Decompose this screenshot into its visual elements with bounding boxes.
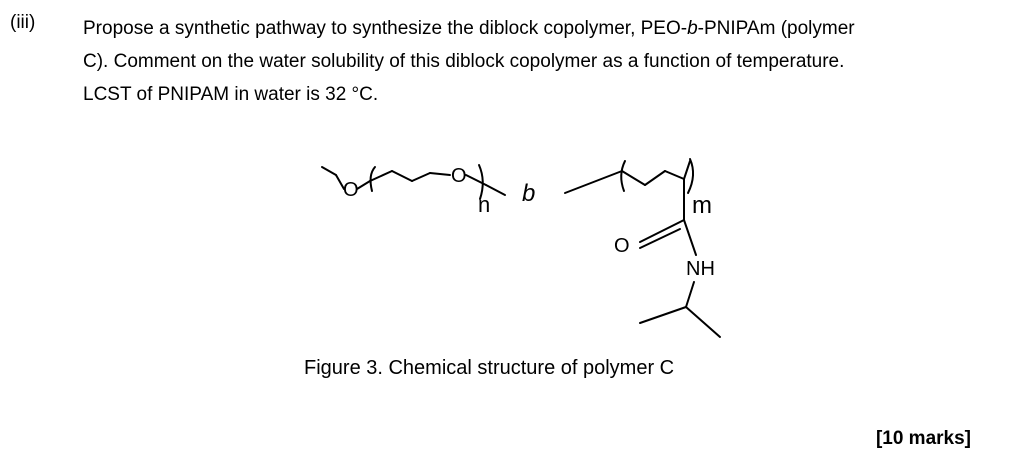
bond (665, 171, 684, 179)
atom-label-nh: NH (686, 258, 715, 280)
bond (684, 161, 690, 179)
bond (684, 220, 696, 255)
bond (357, 181, 370, 189)
question-text (83, 12, 988, 111)
bond (622, 171, 645, 185)
figure-caption: Figure 3. Chemical structure of polymer C (304, 357, 675, 379)
block-italic-b: b (687, 18, 698, 39)
question-line-1 (83, 12, 988, 45)
subscript-n: n (478, 192, 491, 217)
question-line-2: C). Comment on the water solubility of this diblock copolymer as a function of temperature. (83, 51, 845, 72)
question-line-3: LCST of PNIPAM in water is 32 °C. (83, 84, 379, 105)
bond (392, 171, 412, 181)
bond (430, 173, 450, 175)
block-label-b: b (522, 180, 536, 207)
atom-label-o: O (343, 179, 359, 201)
bond (565, 171, 622, 193)
atom-label-o: O (451, 165, 467, 187)
marks-label: [10 marks] (875, 428, 971, 449)
question-line-1-end: -PNIPAm (polymer (697, 18, 855, 39)
subscript-m: m (692, 192, 712, 219)
bond (412, 173, 430, 181)
bond (686, 307, 720, 337)
question-line-1-start: Propose a synthetic pathway to synthesize the diblock copolymer, PEO- (83, 18, 688, 39)
left-bracket-pnipam (621, 161, 625, 191)
bond (645, 171, 665, 185)
chemical-structure-polymer-c (300, 145, 740, 345)
atom-label-o-carbonyl: O (614, 235, 630, 257)
bond (370, 171, 392, 181)
bond (322, 167, 336, 175)
question-number: (iii) (10, 12, 36, 33)
bond (640, 307, 686, 323)
bond (686, 282, 694, 307)
